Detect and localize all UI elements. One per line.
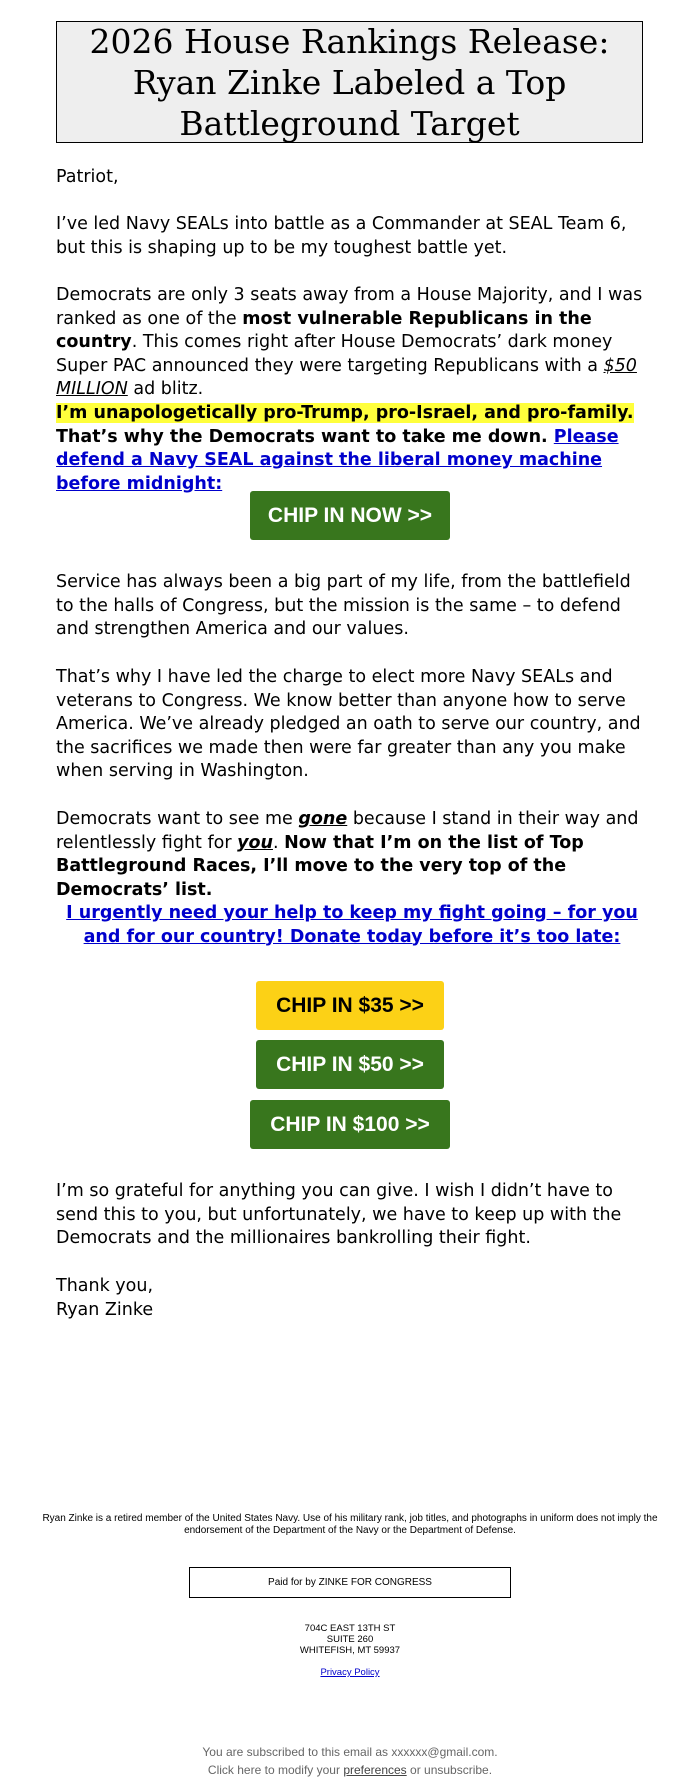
highlighted-text: I’m unapologetically pro-Trump, pro-Israel, and pro-family.	[56, 403, 634, 423]
donate-link[interactable]: I urgently need your help to keep my fight going – for you and for our country! Donate today before it’s too late:	[66, 903, 638, 947]
chip-in-35-button[interactable]: CHIP IN $35 >>	[256, 981, 444, 1030]
paragraph-7	[56, 902, 648, 949]
chip-in-100-button[interactable]: CHIP IN $100 >>	[250, 1100, 450, 1149]
signoff: Thank you,	[56, 1276, 154, 1296]
subscription-note: You are subscribed to this email as xxxxxx@gmail.com.	[202, 1745, 498, 1759]
page-title: 2026 House Rankings Release: Ryan Zinke Labeled a Top Battleground Target	[89, 21, 610, 143]
paragraph-8: I’m so grateful for anything you can give. I wish I didn’t have to send this to you, but unfortunately, we have to keep up with the Democrats and the millionaires bankrolling their fight.	[56, 1181, 622, 1248]
address-line-2: SUITE 260	[326, 1634, 374, 1645]
greeting: Patriot,	[56, 167, 119, 187]
military-disclaimer: Ryan Zinke is a retired member of the United States Navy. Use of his military rank, job titles, and photographs in uniform does not imply the endorsement of the Department of the Navy or the Department of Defense.	[42, 1513, 658, 1536]
paragraph-5: That’s why I have led the charge to elect more Navy SEALs and veterans to Congress. We know better than anyone how to serve America. We’ve already pledged an oath to serve our country, and the sacrifices we made then were far greater than any you make when serving in Washington.	[56, 667, 641, 781]
defend-link[interactable]: Please defend a Navy SEAL against the liberal money machine before midnight:	[56, 426, 619, 494]
paragraph-3: I’m unapologetically pro-Trump, pro-Israel, and pro-family. That’s why the Democrats want to take me down. Please defend a Navy SEAL against the liberal money machine before midnight:	[56, 403, 634, 494]
chip-in-now-button[interactable]: CHIP IN NOW >>	[250, 491, 450, 540]
paragraph-2: Democrats are only 3 seats away from a House Majority, and I was ranked as one of the most vulnerable Republicans in the country. This comes right after House Democrats’ dark money Super PAC announced they were targeting Republicans with a $50 MILLION ad blitz.	[56, 285, 643, 399]
privacy-policy-link[interactable]: Privacy Policy	[320, 1667, 380, 1678]
chip-in-50-button[interactable]: CHIP IN $50 >>	[256, 1040, 444, 1089]
paragraph-6: Democrats want to see me gone because I stand in their way and relentlessly fight for you. Now that I’m on the list of Top Battleground Races, I’ll move to the very top of the Democrats’ list.	[56, 809, 639, 900]
signature: Ryan Zinke	[56, 1300, 154, 1320]
modify-preferences: Click here to modify your preferences or unsubscribe.	[207, 1763, 493, 1777]
address-line-3: WHITEFISH, MT 59937	[299, 1645, 401, 1656]
preferences-link[interactable]: preferences	[343, 1763, 407, 1777]
paid-for-box: Paid for by ZINKE FOR CONGRESS	[189, 1567, 511, 1598]
paragraph-1: I’ve led Navy SEALs into battle as a Commander at SEAL Team 6, but this is shaping up to be my toughest battle yet.	[56, 214, 627, 258]
privacy-policy	[0, 1667, 700, 1678]
address-line-1: 704C EAST 13TH ST	[304, 1623, 396, 1634]
paragraph-4: Service has always been a big part of my life, from the battlefield to the halls of Congress, but the mission is the same – to defend and strengthen America and our values.	[56, 572, 631, 639]
headline-box	[56, 21, 643, 143]
